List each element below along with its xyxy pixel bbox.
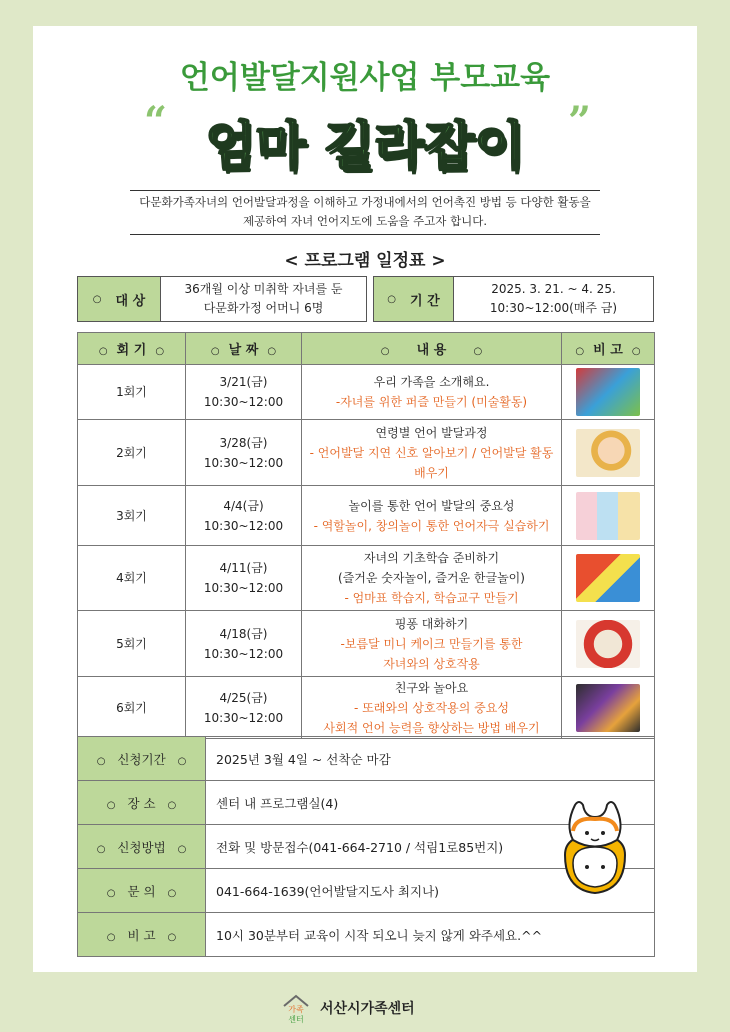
content-line: - 역할놀이, 창의놀이 통한 언어자극 실습하기: [313, 518, 550, 533]
content-cell: [302, 546, 562, 611]
target-label: ○ 대 상: [78, 277, 161, 321]
board-game-icon: [576, 684, 640, 732]
info-label: ○ 비 고 ○: [78, 913, 206, 957]
content-cell: [302, 486, 562, 546]
header-session: ○ 회 기 ○: [78, 333, 186, 365]
intro-line-2: 제공하여 자녀 언어지도에 도움을 주고자 합니다.: [242, 214, 488, 228]
content-cell: [302, 365, 562, 420]
schedule-table: [77, 332, 655, 739]
info-value: 10시 30분부터 교육이 시작 되오니 늦지 않게 와주세요.^^: [206, 913, 655, 957]
intro-line-1: 다문화가족자녀의 언어발달과정을 이해하고 가정내에서의 언어촉진 방법 등 다양한 활동을: [139, 195, 591, 209]
schedule-row: [78, 365, 655, 420]
poster-title: 언어발달지원사업 부모교육: [179, 60, 551, 96]
note-cell: [562, 611, 655, 677]
child-photo-icon: [576, 429, 640, 477]
date-cell: 4/4(금) 10:30~12:00: [186, 486, 302, 546]
content-line: - 또래와의 상호작용의 중요성: [354, 700, 509, 715]
info-value: 전화 및 방문접수(041-664-2710 / 석림1로85번지): [206, 825, 655, 869]
center-name: 서산시가족센터: [320, 1001, 415, 1017]
content-line: 놀이를 통한 언어 발달의 중요성: [348, 498, 515, 513]
content-line: - 언어발달 지연 신호 알아보기 / 언어발달 활동 배우기: [309, 445, 554, 480]
content-line: 핑퐁 대화하기: [394, 616, 469, 631]
schedule-row: [78, 486, 655, 546]
date-cell: 4/11(금) 10:30~12:00: [186, 546, 302, 611]
content-cell: [302, 611, 562, 677]
content-line: 연령별 언어 발달과정: [375, 425, 488, 440]
info-label: ○ 신청기간 ○: [78, 737, 206, 781]
schedule-row: [78, 611, 655, 677]
date-cell: 3/21(금) 10:30~12:00: [186, 365, 302, 420]
period-box: [373, 276, 654, 322]
svg-text:센터: 센터: [288, 1015, 304, 1024]
session-cell: 1회기: [78, 365, 186, 420]
family-mascot-icon: [545, 795, 645, 905]
session-cell: 2회기: [78, 420, 186, 486]
content-line: -자녀를 위한 퍼즐 만들기 (미술활동): [335, 395, 528, 409]
session-cell: 4회기: [78, 546, 186, 611]
note-cell: [562, 365, 655, 420]
info-row: [78, 913, 655, 957]
paper-doll-icon: [576, 492, 640, 540]
content-cell: [302, 677, 562, 739]
info-label: ○ 장 소 ○: [78, 781, 206, 825]
content-line: 우리 가족을 소개해요.: [373, 375, 490, 389]
content-line: -보름달 미니 케이크 만들기를 통한: [340, 636, 523, 651]
content-line: 자녀와의 상호작용: [383, 656, 480, 671]
info-label: ○ 문 의 ○: [78, 869, 206, 913]
bullet-icon: ○: [387, 293, 397, 305]
content-line: - 엄마표 학습지, 학습교구 만들기: [344, 591, 519, 605]
info-value: 2025년 3월 4일 ~ 선착순 마감: [206, 737, 655, 781]
period-label: ○ 기 간: [374, 277, 454, 321]
poster-subtitle: 엄마 길라잡이: [205, 117, 525, 177]
date-cell: 3/28(금) 10:30~12:00: [186, 420, 302, 486]
period-value: 2025. 3. 21. ~ 4. 25. 10:30~12:00(매주 금): [489, 282, 618, 315]
content-line: (즐거운 숫자놀이, 즐거운 한글놀이): [338, 571, 525, 585]
session-cell: 5회기: [78, 611, 186, 677]
schedule-row: [78, 546, 655, 611]
content-cell: [302, 420, 562, 486]
info-value: 센터 내 프로그램실(4): [206, 781, 655, 825]
schedule-row: [78, 677, 655, 739]
schedule-title: < 프로그램 일정표 >: [284, 251, 446, 271]
bullet-icon: ○: [92, 293, 102, 305]
schedule-row: [78, 420, 655, 486]
info-label: ○ 신청방법 ○: [78, 825, 206, 869]
quote-open-mark: “: [144, 98, 168, 145]
target-value: 36개월 이상 미취학 자녀를 둔 다문화가정 어머니 6명: [184, 282, 343, 315]
content-line: 친구와 놀아요: [394, 680, 469, 695]
target-box: [77, 276, 367, 322]
date-cell: 4/25(금) 10:30~12:00: [186, 677, 302, 739]
center-logo-icon: [280, 992, 312, 1024]
note-cell: [562, 420, 655, 486]
header-note: ○ 비 고 ○: [562, 333, 655, 365]
session-cell: 6회기: [78, 677, 186, 739]
content-line: 자녀의 기초학습 준비하기: [363, 551, 500, 565]
svg-text:가족: 가족: [288, 1005, 304, 1014]
date-cell: 4/18(금) 10:30~12:00: [186, 611, 302, 677]
footer: [280, 992, 415, 1024]
schedule-header-row: [78, 333, 655, 365]
intro-text: [130, 190, 600, 235]
note-cell: [562, 677, 655, 739]
note-cell: [562, 486, 655, 546]
note-cell: [562, 546, 655, 611]
content-line: 사회적 언어 능력을 향상하는 방법 배우기: [323, 720, 540, 735]
family-photo-icon: [576, 368, 640, 416]
header-content: ○ 내 용 ○: [302, 333, 562, 365]
magnet-board-icon: [576, 554, 640, 602]
info-row: [78, 737, 655, 781]
info-value: 041-664-1639(언어발달지도사 최지나): [206, 869, 655, 913]
quote-close-mark: ”: [568, 98, 592, 145]
cake-icon: [576, 620, 640, 668]
session-cell: 3회기: [78, 486, 186, 546]
header-date: ○ 날 짜 ○: [186, 333, 302, 365]
